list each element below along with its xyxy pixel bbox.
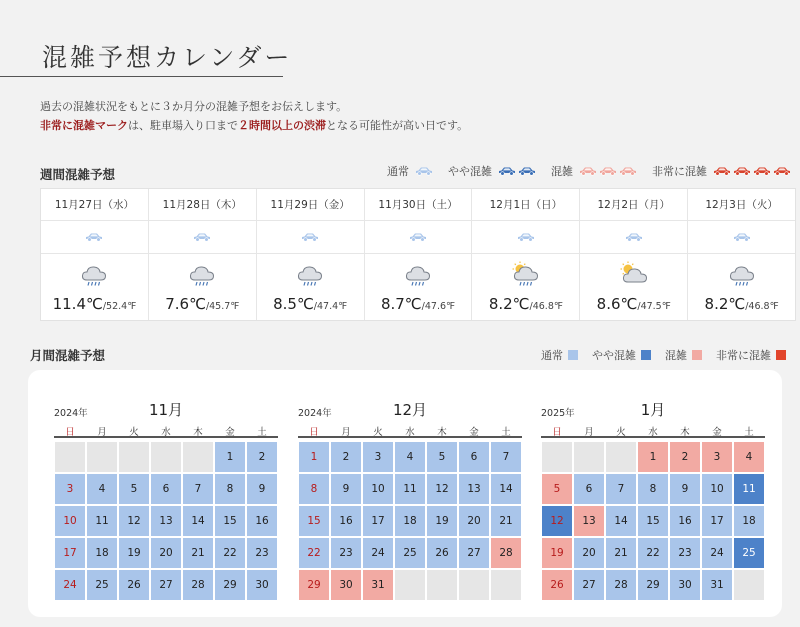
calendar-day[interactable]: 17 [362, 505, 394, 537]
day-date: 12月3日（火） [688, 189, 795, 221]
weekday-header: 月 [86, 424, 118, 438]
empty-cell [541, 441, 573, 473]
day-weather [149, 254, 256, 320]
calendar-day[interactable]: 9 [246, 473, 278, 505]
temp-fahrenheit: /52.4℉ [102, 301, 137, 312]
calendar-day[interactable]: 31 [701, 569, 733, 601]
legend-label: 混雑 [551, 165, 573, 178]
calendar-day[interactable]: 10 [701, 473, 733, 505]
calendar-day[interactable]: 22 [637, 537, 669, 569]
intro-text [40, 97, 468, 135]
day-weather [257, 254, 364, 320]
rain-icon [295, 261, 325, 294]
weekday-header: 月 [573, 424, 605, 438]
empty-cell [573, 441, 605, 473]
temperature [489, 294, 563, 313]
sun-cloud-icon [619, 261, 649, 294]
calendar-day[interactable]: 27 [458, 537, 490, 569]
weekday-header: 日 [54, 424, 86, 438]
calendar-day[interactable]: 28 [182, 569, 214, 601]
legend-label: 通常 [541, 349, 563, 362]
calendar-day[interactable]: 28 [490, 537, 522, 569]
weekday-header: 水 [637, 424, 669, 438]
calendar-day[interactable]: 8 [298, 473, 330, 505]
page-title: 混雑予想カレンダー [42, 43, 293, 72]
weekday-header: 土 [246, 424, 278, 438]
calendar-day[interactable]: 13 [150, 505, 182, 537]
calendar-day[interactable]: 11 [733, 473, 765, 505]
calendar-year: 2024年 [298, 408, 332, 419]
weekday-header: 金 [214, 424, 246, 438]
calendar-day[interactable]: 1 [637, 441, 669, 473]
calendar-day[interactable]: 11 [86, 505, 118, 537]
day-date: 11月29日（金） [257, 189, 364, 221]
empty-cell [182, 441, 214, 473]
calendar-day[interactable]: 13 [573, 505, 605, 537]
monthly-legend [527, 347, 786, 363]
empty-cell [605, 441, 637, 473]
temp-fahrenheit: /47.5℉ [637, 301, 671, 312]
month-calendar [541, 398, 765, 601]
weekly-day-column [41, 189, 149, 320]
calendar-day[interactable]: 8 [637, 473, 669, 505]
car-icon [580, 221, 687, 254]
car-icon [365, 221, 472, 254]
calendar-day[interactable]: 11 [394, 473, 426, 505]
intro-line-2 [40, 116, 468, 135]
calendar-year: 2024年 [54, 408, 88, 419]
weekday-header: 土 [733, 424, 765, 438]
intro-end-text: となる可能性が高い日です。 [326, 119, 469, 132]
monthly-heading: 月間混雑予想 [30, 348, 106, 363]
calendar-day[interactable]: 20 [573, 537, 605, 569]
temp-celsius: 8.2℃ [488, 295, 530, 313]
weekly-day-column [688, 189, 795, 320]
calendar-year: 2025年 [541, 408, 575, 419]
calendar-day[interactable]: 4 [394, 441, 426, 473]
temp-fahrenheit: /45.7℉ [205, 301, 240, 312]
rain-icon [403, 261, 433, 294]
traffic-jam-text: ２時間以上の渋滞 [238, 119, 326, 132]
weekly-day-column [257, 189, 365, 320]
weekday-header: 木 [182, 424, 214, 438]
calendar-day[interactable]: 26 [118, 569, 150, 601]
sun-rain-icon [511, 261, 541, 294]
empty-cell [733, 569, 765, 601]
temperature [273, 294, 347, 313]
weekday-header: 土 [490, 424, 522, 438]
empty-cell [394, 569, 426, 601]
weekday-header: 金 [701, 424, 733, 438]
calendar-day[interactable]: 5 [426, 441, 458, 473]
calendar-day[interactable]: 14 [490, 473, 522, 505]
temp-fahrenheit: /47.4℉ [313, 301, 348, 312]
calendar-day[interactable]: 19 [541, 537, 573, 569]
calendar-day[interactable]: 21 [605, 537, 637, 569]
calendar-day[interactable]: 30 [330, 569, 362, 601]
legend-label: 混雑 [665, 349, 687, 362]
weekly-legend [373, 163, 792, 179]
calendar-day[interactable]: 19 [118, 537, 150, 569]
calendar-day[interactable]: 21 [490, 505, 522, 537]
weekday-header: 火 [605, 424, 637, 438]
monthly-legend-item [665, 347, 702, 363]
month-calendar [298, 398, 522, 601]
temp-celsius: 7.6℃ [165, 295, 206, 313]
intro-mid-text: は、駐車場入り口まで [128, 119, 238, 132]
month-calendar [54, 398, 278, 601]
calendar-day[interactable]: 28 [605, 569, 637, 601]
temperature [165, 294, 239, 313]
empty-cell [86, 441, 118, 473]
empty-cell [150, 441, 182, 473]
legend-swatch [568, 350, 578, 360]
legend-label: やや混雑 [592, 349, 636, 362]
calendar-day[interactable]: 3 [54, 473, 86, 505]
car-icon [497, 166, 537, 176]
weekly-heading: 週間混雑予想 [40, 167, 116, 182]
calendar-day[interactable]: 12 [426, 473, 458, 505]
monthly-calendar-card [28, 370, 782, 617]
day-weather [688, 254, 795, 320]
car-icon [472, 221, 579, 254]
empty-cell [54, 441, 86, 473]
temp-celsius: 8.5℃ [273, 295, 314, 313]
calendar-day[interactable]: 16 [669, 505, 701, 537]
legend-label: 非常に混雑 [716, 349, 771, 362]
car-icon [149, 221, 256, 254]
weekday-header: 木 [426, 424, 458, 438]
rain-icon [187, 261, 217, 294]
calendar-day[interactable]: 3 [362, 441, 394, 473]
intro-line-1: 過去の混雑状況をもとに３か月分の混雑予想をお伝えします。 [40, 100, 348, 113]
day-weather [365, 254, 472, 320]
day-date: 12月1日（日） [472, 189, 579, 221]
car-icon [712, 166, 792, 176]
calendar-day[interactable]: 10 [362, 473, 394, 505]
temp-celsius: 8.7℃ [380, 295, 422, 313]
calendar-day[interactable]: 15 [637, 505, 669, 537]
calendar-month: 12月 [392, 401, 428, 419]
calendar-day[interactable]: 8 [214, 473, 246, 505]
empty-cell [458, 569, 490, 601]
calendar-day[interactable]: 6 [150, 473, 182, 505]
calendar-day[interactable]: 15 [214, 505, 246, 537]
calendar-day[interactable]: 29 [214, 569, 246, 601]
calendar-day[interactable]: 1 [214, 441, 246, 473]
day-weather [472, 254, 579, 320]
calendar-day[interactable]: 24 [701, 537, 733, 569]
calendar-day[interactable]: 14 [182, 505, 214, 537]
calendar-day[interactable]: 2 [669, 441, 701, 473]
calendar-day[interactable]: 25 [733, 537, 765, 569]
empty-cell [426, 569, 458, 601]
calendar-day[interactable]: 30 [669, 569, 701, 601]
calendar-day[interactable]: 12 [118, 505, 150, 537]
weekly-day-column [149, 189, 257, 320]
calendar-day[interactable]: 30 [246, 569, 278, 601]
weekly-legend-item [551, 163, 638, 179]
calendar-day[interactable]: 21 [182, 537, 214, 569]
calendar-day[interactable]: 9 [330, 473, 362, 505]
weekday-header: 火 [118, 424, 150, 438]
car-icon [578, 166, 638, 176]
weekday-header: 火 [362, 424, 394, 438]
calendar-day[interactable]: 7 [605, 473, 637, 505]
legend-swatch [776, 350, 786, 360]
calendar-day[interactable]: 16 [330, 505, 362, 537]
calendar-day[interactable]: 24 [54, 569, 86, 601]
monthly-legend-item [716, 347, 786, 363]
calendar-day[interactable]: 22 [298, 537, 330, 569]
weekly-legend-item [387, 163, 434, 179]
car-icon [257, 221, 364, 254]
calendar-day[interactable]: 23 [330, 537, 362, 569]
weekday-header: 日 [541, 424, 573, 438]
legend-swatch [641, 350, 651, 360]
title-divider [0, 76, 283, 77]
monthly-legend-item [541, 347, 578, 363]
calendar-day[interactable]: 24 [362, 537, 394, 569]
temp-fahrenheit: /46.8℉ [529, 301, 563, 312]
weekly-legend-item [448, 163, 537, 179]
legend-swatch [692, 350, 702, 360]
calendar-day[interactable]: 10 [54, 505, 86, 537]
calendar-day[interactable]: 25 [394, 537, 426, 569]
weekday-header: 金 [458, 424, 490, 438]
day-weather [41, 254, 148, 320]
calendar-day[interactable]: 20 [458, 505, 490, 537]
rain-icon [79, 261, 109, 294]
calendar-day[interactable]: 17 [54, 537, 86, 569]
temperature [597, 294, 671, 313]
legend-label: 非常に混雑 [652, 165, 707, 178]
day-date: 11月30日（土） [365, 189, 472, 221]
calendar-month: 11月 [148, 401, 184, 419]
calendar-day[interactable]: 6 [458, 441, 490, 473]
weekly-legend-item [652, 163, 792, 179]
legend-label: 通常 [387, 165, 409, 178]
calendar-day[interactable]: 18 [733, 505, 765, 537]
calendar-day[interactable]: 7 [182, 473, 214, 505]
calendar-day[interactable]: 27 [150, 569, 182, 601]
calendar-month: 1月 [640, 401, 666, 419]
temp-fahrenheit: /46.8℉ [745, 301, 779, 312]
calendar-day[interactable]: 22 [214, 537, 246, 569]
calendar-day[interactable]: 18 [86, 537, 118, 569]
calendar-day[interactable]: 6 [573, 473, 605, 505]
calendar-day[interactable]: 4 [733, 441, 765, 473]
weekly-day-column [365, 189, 473, 320]
temp-celsius: 8.6℃ [596, 295, 638, 313]
calendar-day[interactable]: 2 [246, 441, 278, 473]
day-weather [580, 254, 687, 320]
temp-celsius: 11.4℃ [52, 295, 103, 313]
temp-celsius: 8.2℃ [704, 295, 746, 313]
weekly-forecast-table [40, 188, 796, 321]
empty-cell [118, 441, 150, 473]
calendar-day[interactable]: 3 [701, 441, 733, 473]
calendar-day[interactable]: 12 [541, 505, 573, 537]
calendar-day[interactable]: 31 [362, 569, 394, 601]
temp-fahrenheit: /47.6℉ [421, 301, 456, 312]
calendar-day[interactable]: 1 [298, 441, 330, 473]
calendar-day[interactable]: 25 [86, 569, 118, 601]
weekday-header: 日 [298, 424, 330, 438]
calendar-day[interactable]: 15 [298, 505, 330, 537]
very-crowded-mark-text: 非常に混雑マーク [40, 119, 128, 132]
calendar-day[interactable]: 26 [426, 537, 458, 569]
rain-icon [727, 261, 757, 294]
calendar-day[interactable]: 29 [637, 569, 669, 601]
calendar-day[interactable]: 9 [669, 473, 701, 505]
car-icon [41, 221, 148, 254]
car-icon [688, 221, 795, 254]
calendar-day[interactable]: 23 [669, 537, 701, 569]
day-date: 11月27日（水） [41, 189, 148, 221]
calendar-day[interactable]: 19 [426, 505, 458, 537]
calendar-day[interactable]: 23 [246, 537, 278, 569]
legend-label: やや混雑 [448, 165, 492, 178]
calendar-day[interactable]: 4 [86, 473, 118, 505]
calendar-day[interactable]: 17 [701, 505, 733, 537]
calendar-day[interactable]: 14 [605, 505, 637, 537]
calendar-day[interactable]: 16 [246, 505, 278, 537]
calendar-day[interactable]: 5 [118, 473, 150, 505]
temperature [705, 294, 779, 313]
day-date: 11月28日（木） [149, 189, 256, 221]
calendar-day[interactable]: 27 [573, 569, 605, 601]
calendar-day[interactable]: 26 [541, 569, 573, 601]
temperature [381, 294, 455, 313]
calendar-day[interactable]: 13 [458, 473, 490, 505]
weekly-day-column [580, 189, 688, 320]
weekday-header: 水 [394, 424, 426, 438]
weekday-header: 水 [150, 424, 182, 438]
calendar-day[interactable]: 20 [150, 537, 182, 569]
weekly-day-column [472, 189, 580, 320]
weekday-header: 月 [330, 424, 362, 438]
car-icon [414, 166, 434, 176]
monthly-legend-item [592, 347, 651, 363]
calendar-day[interactable]: 5 [541, 473, 573, 505]
day-date: 12月2日（月） [580, 189, 687, 221]
calendar-day[interactable]: 29 [298, 569, 330, 601]
temperature [53, 294, 137, 313]
weekday-header: 木 [669, 424, 701, 438]
empty-cell [490, 569, 522, 601]
calendar-day[interactable]: 18 [394, 505, 426, 537]
calendar-day[interactable]: 7 [490, 441, 522, 473]
calendar-day[interactable]: 2 [330, 441, 362, 473]
